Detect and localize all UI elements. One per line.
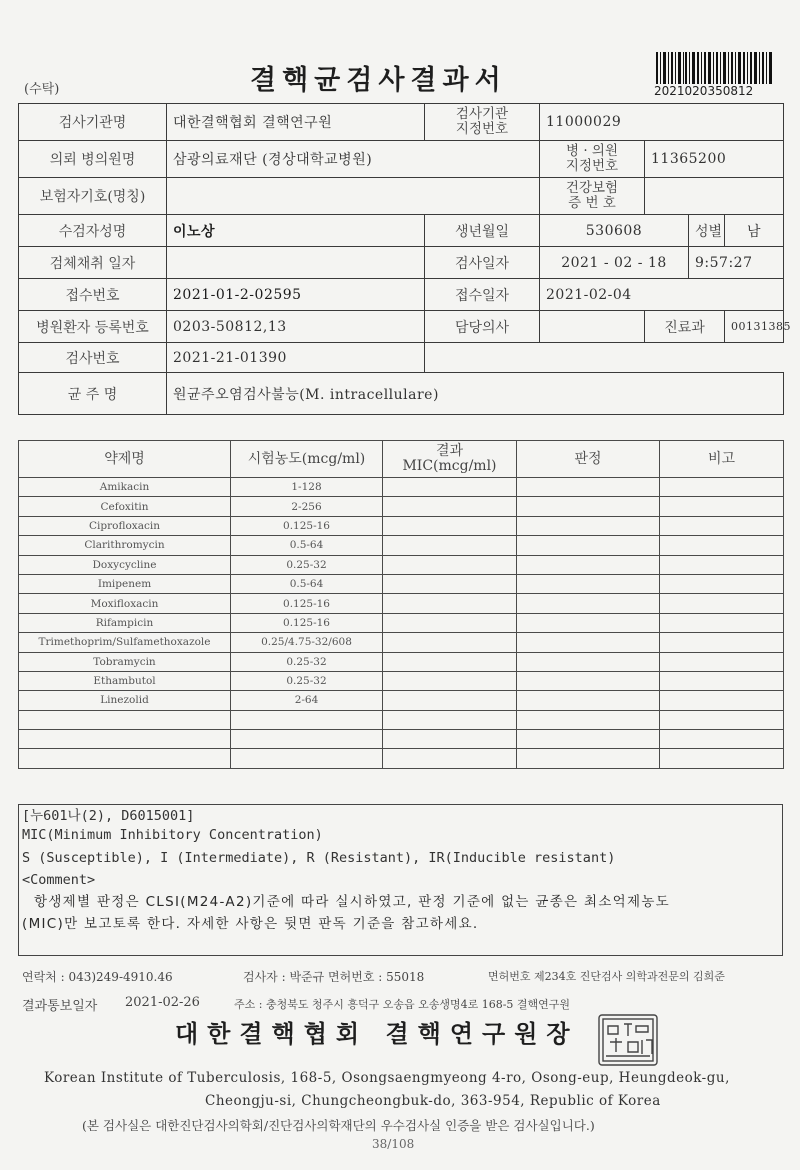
cell-conc xyxy=(231,710,383,729)
official-seal-icon xyxy=(596,1012,660,1068)
lab-id-label: 검사기관 지정번호 xyxy=(425,104,540,141)
cell-conc: 0.25-32 xyxy=(231,671,383,690)
cell-drug: Tobramycin xyxy=(19,652,231,671)
cell-conc: 0.5-64 xyxy=(231,536,383,555)
cell-judgement xyxy=(517,691,660,710)
cell-drug: Linezolid xyxy=(19,691,231,710)
receipt-mark: (수탁) xyxy=(24,82,60,97)
hospital-label: 의뢰 병의원명 xyxy=(19,141,167,178)
drug-table xyxy=(18,440,784,769)
cell-conc: 0.125-16 xyxy=(231,594,383,613)
english-address-2: Cheongju-si, Chungcheongbuk-do, 363-954, Republic of Korea xyxy=(205,1093,661,1109)
cell-note xyxy=(660,574,784,593)
cell-drug: Cefoxitin xyxy=(19,497,231,516)
collection-label: 검체채취 일자 xyxy=(19,247,167,279)
dept-value: 00131385 xyxy=(725,311,784,343)
notes-code: [누601나(2), D6015001] xyxy=(22,808,195,824)
cell-result xyxy=(383,633,517,652)
cell-judgement xyxy=(517,710,660,729)
cell-conc: 0.125-16 xyxy=(231,516,383,535)
certification-note: (본 검사실은 대한진단검사의학회/진단검사의학재단의 우수검사실 인증을 받은 검사실입니다.) xyxy=(82,1118,595,1133)
cell-judgement xyxy=(517,574,660,593)
cell-note xyxy=(660,730,784,749)
cell-drug xyxy=(19,710,231,729)
cell-result xyxy=(383,613,517,632)
conc-header: 시험농도(mcg/ml) xyxy=(231,441,383,478)
test-no: 2021-21-01390 xyxy=(167,343,425,373)
cell-note xyxy=(660,749,784,768)
test-date: 2021 - 02 - 18 xyxy=(540,247,689,279)
receipt-date: 2021-02-04 xyxy=(540,279,784,311)
collection-date xyxy=(167,247,425,279)
cell-judgement xyxy=(517,594,660,613)
cell-result xyxy=(383,497,517,516)
cell-note xyxy=(660,710,784,729)
notes-mic: MIC(Minimum Inhibitory Concentration) xyxy=(22,827,323,843)
cell-result xyxy=(383,691,517,710)
doctor-label: 담당의사 xyxy=(425,311,540,343)
table-row xyxy=(19,671,784,690)
table-row xyxy=(19,710,784,729)
contact-info: 연락처 : 043)249-4910.46 xyxy=(22,970,173,984)
lab-id: 11000029 xyxy=(540,104,784,141)
cell-note xyxy=(660,633,784,652)
result-header: 결과 MIC(mcg/ml) xyxy=(383,441,517,478)
cell-judgement xyxy=(517,536,660,555)
cell-note xyxy=(660,671,784,690)
insurer-value xyxy=(167,178,540,215)
test-time: 9:57:27 xyxy=(689,247,784,279)
cell-result xyxy=(383,710,517,729)
cell-result xyxy=(383,536,517,555)
english-address-1: Korean Institute of Tuberculosis, 168-5, Osongsaengmyeong 4-ro, Osong-eup, Heungdeok-gu, xyxy=(44,1070,730,1086)
judgement-header: 판정 xyxy=(517,441,660,478)
cell-conc xyxy=(231,749,383,768)
cell-judgement xyxy=(517,613,660,632)
table-row xyxy=(19,749,784,768)
sex-label: 성별 xyxy=(689,215,725,247)
reg-no: 0203-50812,13 xyxy=(167,311,425,343)
cell-conc: 0.5-64 xyxy=(231,574,383,593)
cell-drug: Trimethoprim/Sulfamethoxazole xyxy=(19,633,231,652)
birth-label: 생년월일 xyxy=(425,215,540,247)
comment-line-2: (MIC)만 보고토록 한다. 자세한 사항은 뒷면 판독 기준을 참고하세요. xyxy=(22,916,479,932)
cell-result xyxy=(383,555,517,574)
comment-label: <Comment> xyxy=(22,872,96,888)
cell-result xyxy=(383,594,517,613)
notes-legend: S (Susceptible), I (Intermediate), R (Resistant), IR(Inducible resistant) xyxy=(22,850,616,866)
comment-line-1: 항생제별 판정은 CLSI(M24-A2)기준에 따라 실시하였고, 판정 기준에 없는 균종은 최소억제농도 xyxy=(34,894,671,910)
hospital-name: 삼광의료재단 (경상대학교병원) xyxy=(167,141,540,178)
cell-judgement xyxy=(517,633,660,652)
cell-drug xyxy=(19,730,231,749)
cell-conc: 0.25/4.75-32/608 xyxy=(231,633,383,652)
patient-label: 수검자성명 xyxy=(19,215,167,247)
page-number: 38/108 xyxy=(372,1137,415,1151)
patient-name: 이노상 xyxy=(167,215,425,247)
tester-info: 검사자 : 박준규 면허번호 : 55018 xyxy=(243,970,425,984)
cell-conc: 0.125-16 xyxy=(231,613,383,632)
cell-judgement xyxy=(517,555,660,574)
cell-conc: 0.25-32 xyxy=(231,555,383,574)
barcode-number: 2021020350812 xyxy=(654,84,754,98)
cell-note xyxy=(660,478,784,497)
blank-cell xyxy=(425,343,784,373)
cell-drug xyxy=(19,749,231,768)
organism-name: 원균주오염검사불능(M. intracellulare) xyxy=(167,373,784,415)
cell-note xyxy=(660,516,784,535)
cell-note xyxy=(660,613,784,632)
receipt-no: 2021-01-2-02595 xyxy=(167,279,425,311)
notify-date: 2021-02-26 xyxy=(125,995,200,1010)
table-row xyxy=(19,516,784,535)
cell-note xyxy=(660,497,784,516)
table-row xyxy=(19,633,784,652)
cell-note xyxy=(660,594,784,613)
hospital-id: 11365200 xyxy=(645,141,784,178)
cell-conc: 2-256 xyxy=(231,497,383,516)
cell-judgement xyxy=(517,497,660,516)
cell-conc: 2-64 xyxy=(231,691,383,710)
table-row xyxy=(19,594,784,613)
table-row xyxy=(19,691,784,710)
cell-result xyxy=(383,516,517,535)
birth-date: 530608 xyxy=(540,215,689,247)
cell-judgement xyxy=(517,652,660,671)
test-date-label: 검사일자 xyxy=(425,247,540,279)
cell-drug: Amikacin xyxy=(19,478,231,497)
cell-judgement xyxy=(517,749,660,768)
document-title: 결핵균검사결과서 xyxy=(250,65,507,96)
organism-label: 균 주 명 xyxy=(19,373,167,415)
cell-judgement xyxy=(517,478,660,497)
cell-judgement xyxy=(517,671,660,690)
cell-result xyxy=(383,652,517,671)
table-row xyxy=(19,652,784,671)
dept-label: 진료과 xyxy=(645,311,725,343)
reg-no-label: 병원환자 등록번호 xyxy=(19,311,167,343)
cell-judgement xyxy=(517,730,660,749)
table-row xyxy=(19,497,784,516)
cell-drug: Doxycycline xyxy=(19,555,231,574)
cell-note xyxy=(660,652,784,671)
cell-result xyxy=(383,574,517,593)
table-row xyxy=(19,478,784,497)
lab-name: 대한결핵협회 결핵연구원 xyxy=(167,104,425,141)
cell-conc: 0.25-32 xyxy=(231,652,383,671)
table-row xyxy=(19,613,784,632)
cell-drug: Ethambutol xyxy=(19,671,231,690)
cell-conc xyxy=(231,730,383,749)
cell-judgement xyxy=(517,516,660,535)
cell-drug: Clarithromycin xyxy=(19,536,231,555)
cell-drug: Rifampicin xyxy=(19,613,231,632)
table-row xyxy=(19,574,784,593)
cell-result xyxy=(383,730,517,749)
info-table xyxy=(18,103,791,415)
receipt-date-label: 접수일자 xyxy=(425,279,540,311)
insurer-label: 보험자기호(명칭) xyxy=(19,178,167,215)
address: 주소 : 충청북도 청주시 흥덕구 오송읍 오송생명4로 168-5 결핵연구원 xyxy=(234,998,571,1011)
barcode-icon xyxy=(656,52,774,84)
table-row xyxy=(19,730,784,749)
lab-name-label: 검사기관명 xyxy=(19,104,167,141)
cell-note xyxy=(660,691,784,710)
table-row xyxy=(19,536,784,555)
cell-drug: Moxifloxacin xyxy=(19,594,231,613)
cell-conc: 1-128 xyxy=(231,478,383,497)
cell-note xyxy=(660,536,784,555)
cell-drug: Ciprofloxacin xyxy=(19,516,231,535)
cell-drug: Imipenem xyxy=(19,574,231,593)
drug-header: 약제명 xyxy=(19,441,231,478)
institute-name: 대한결핵협회 결핵연구원장 xyxy=(175,1019,579,1048)
hospital-id-label: 병 · 의원 지정번호 xyxy=(540,141,645,178)
insurance-no xyxy=(645,178,784,215)
test-no-label: 검사번호 xyxy=(19,343,167,373)
insurance-no-label: 건강보험 증 번 호 xyxy=(540,178,645,215)
cell-result xyxy=(383,478,517,497)
cell-result xyxy=(383,749,517,768)
notes-box xyxy=(18,804,783,956)
sex-value: 남 xyxy=(725,215,784,247)
notify-label: 결과통보일자 xyxy=(22,999,98,1014)
cell-result xyxy=(383,671,517,690)
specialist-info: 면허번호 제234호 진단검사 의학과전문의 김희준 xyxy=(488,970,725,983)
receipt-no-label: 접수번호 xyxy=(19,279,167,311)
table-row xyxy=(19,555,784,574)
doctor-name xyxy=(540,311,645,343)
note-header: 비고 xyxy=(660,441,784,478)
cell-note xyxy=(660,555,784,574)
